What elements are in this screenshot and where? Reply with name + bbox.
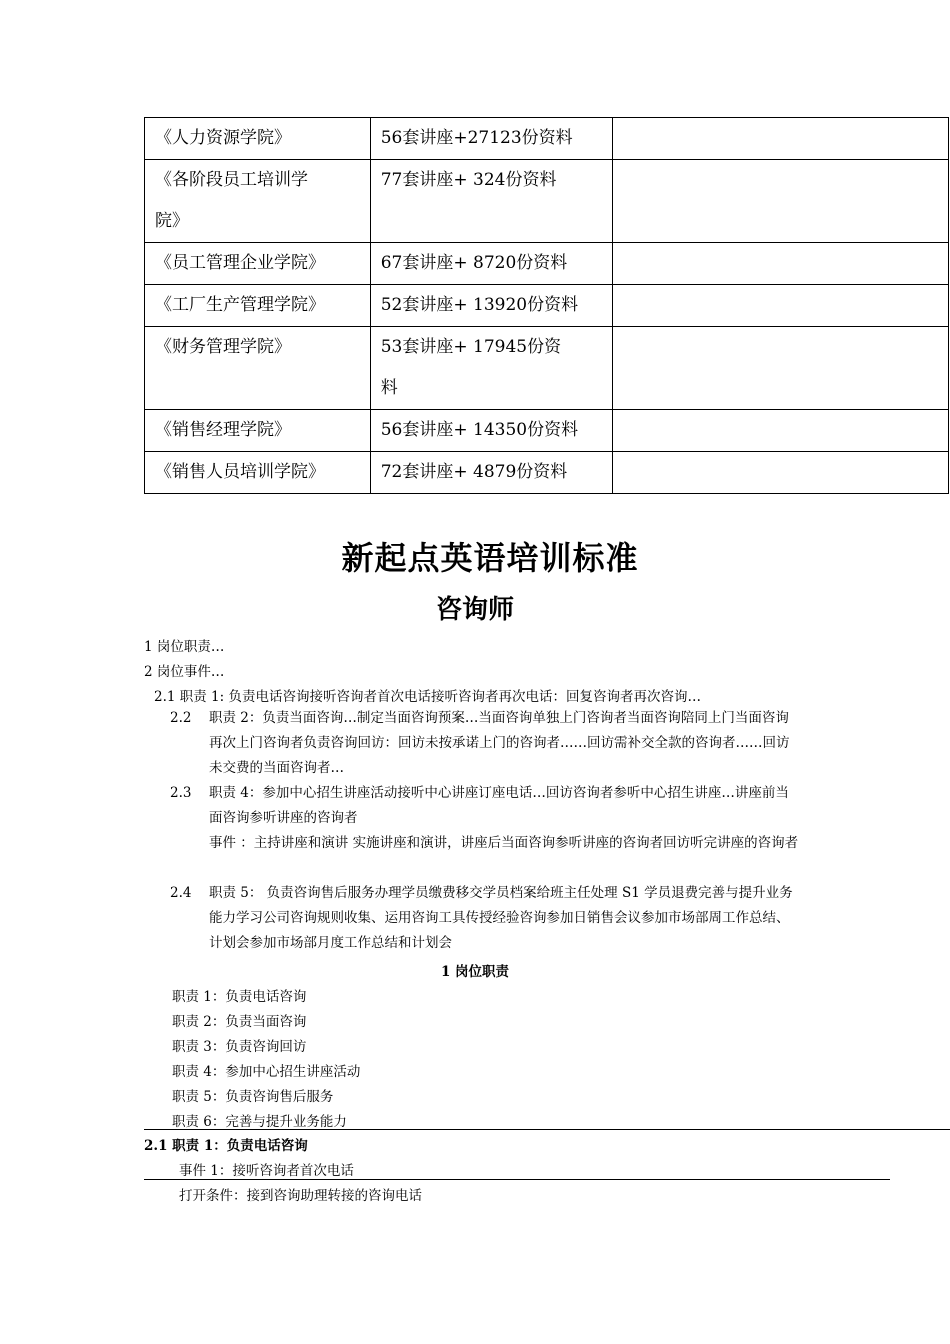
divider-bottom <box>144 1179 890 1180</box>
academy-content-cell-line: 料 <box>380 378 398 398</box>
outline-section-2-1: 2.1 职责 1: 负责电话咨询接听咨询者首次电话接听咨询者再次电话：回复咨询者再次咨询… <box>154 689 701 705</box>
section-text-2-4: 职责 5： 负责咨询售后服务办理学员缴费移交学员档案给班主任处理 S1 学员退费完善与提升业务能力学习公司咨询规则收集、运用咨询工具传授经验咨询参加日销售会议参加市场部周工作总结、计划会参加市场部月度工作总结和计划会 <box>209 885 793 951</box>
academy-content-cell-line: 53套讲座+ 17945份资 <box>380 337 562 357</box>
academy-content-cell <box>370 285 613 327</box>
academy-name-cell <box>145 285 371 327</box>
table-row <box>145 327 949 410</box>
academy-name-cell-line: 《销售人员培训学院》 <box>155 462 325 482</box>
academy-content-cell-line: 52套讲座+ 13920份资料 <box>380 295 579 315</box>
table-row <box>145 410 949 452</box>
section-2-1-condition: 打开条件：接到咨询助理转接的咨询电话 <box>179 1188 422 1204</box>
table-row <box>145 160 949 243</box>
table-row <box>145 118 949 160</box>
academy-name-cell <box>145 327 371 410</box>
academy-content-cell-line: 56套讲座+ 14350份资料 <box>380 420 579 440</box>
course-table <box>144 117 949 494</box>
section-text-2-3: 职责 4：参加中心招生讲座活动接听中心讲座订座电话…回访咨询者参听中心招生讲座…讲座前当面咨询参听讲座的咨询者 <box>209 785 789 826</box>
outline-item-2: 2 岗位事件… <box>144 664 225 680</box>
divider-top <box>144 1129 950 1130</box>
table-row <box>145 452 949 494</box>
academy-content-cell <box>370 160 613 243</box>
academy-name-cell <box>145 452 371 494</box>
duty-item: 职责 2：负责当面咨询 <box>172 1014 307 1030</box>
table-row <box>145 243 949 285</box>
academy-content-cell <box>370 410 613 452</box>
academy-name-cell-line: 院》 <box>155 211 189 231</box>
section-number-2-4: 2.4 <box>170 885 192 901</box>
academy-content-cell <box>370 118 613 160</box>
section-text-2-2: 职责 2：负责当面咨询…制定当面咨询预案…当面咨询单独上门咨询者当面咨询陪同上门当面咨询再次上门咨询者负责咨询回访：回访未按承诺上门的咨询者……回访需补交全款的咨询者……回访未交费的当面咨询者… <box>209 710 790 776</box>
academy-name-cell-line: 《财务管理学院》 <box>155 337 291 357</box>
academy-content-cell <box>370 327 613 410</box>
note-cell <box>613 452 949 494</box>
outline-item-1: 1 岗位职责… <box>144 639 225 655</box>
note-cell <box>613 160 949 243</box>
duty-item: 职责 1：负责电话咨询 <box>172 989 307 1005</box>
academy-name-cell <box>145 118 371 160</box>
academy-name-cell-line: 《各阶段员工培训学 <box>155 170 308 190</box>
academy-name-cell <box>145 160 371 243</box>
academy-name-cell-line: 《销售经理学院》 <box>155 420 291 440</box>
duty-item: 职责 4：参加中心招生讲座活动 <box>172 1064 361 1080</box>
note-cell <box>613 410 949 452</box>
academy-content-cell-line: 77套讲座+ 324份资料 <box>380 170 557 190</box>
table-row <box>145 285 949 327</box>
note-cell <box>613 327 949 410</box>
academy-content-cell-line: 56套讲座+27123份资料 <box>380 128 573 148</box>
academy-content-cell-line: 72套讲座+ 4879份资料 <box>380 462 568 482</box>
page-title: 新起点英语培训标准 <box>341 539 639 577</box>
note-cell <box>613 285 949 327</box>
academy-name-cell-line: 《员工管理企业学院》 <box>155 253 325 273</box>
note-cell <box>613 118 949 160</box>
academy-content-cell <box>370 452 613 494</box>
academy-name-cell-line: 《人力资源学院》 <box>155 128 291 148</box>
academy-name-cell <box>145 243 371 285</box>
section-number-2-3: 2.3 <box>170 785 192 801</box>
section-event-2-3: 事件 ：主持讲座和演讲 实施讲座和演讲，讲座后当面咨询参听讲座的咨询者回访听完讲座的咨询者 <box>209 835 799 851</box>
section-number-2-2: 2.2 <box>170 710 192 726</box>
section-2-1-heading: 2.1 职责 1：负责电话咨询 <box>144 1138 308 1154</box>
section-2-1-event: 事件 1：接听咨询者首次电话 <box>179 1163 354 1179</box>
duty-item: 职责 3：负责咨询回访 <box>172 1039 307 1055</box>
note-cell <box>613 243 949 285</box>
duty-item: 职责 6：完善与提升业务能力 <box>172 1114 347 1130</box>
academy-name-cell-line: 《工厂生产管理学院》 <box>155 295 325 315</box>
duties-heading: 1 岗位职责 <box>440 964 510 980</box>
duty-item: 职责 5：负责咨询售后服务 <box>172 1089 334 1105</box>
academy-content-cell-line: 67套讲座+ 8720份资料 <box>380 253 568 273</box>
academy-content-cell <box>370 243 613 285</box>
page-subtitle: 咨询师 <box>435 595 514 625</box>
academy-name-cell <box>145 410 371 452</box>
